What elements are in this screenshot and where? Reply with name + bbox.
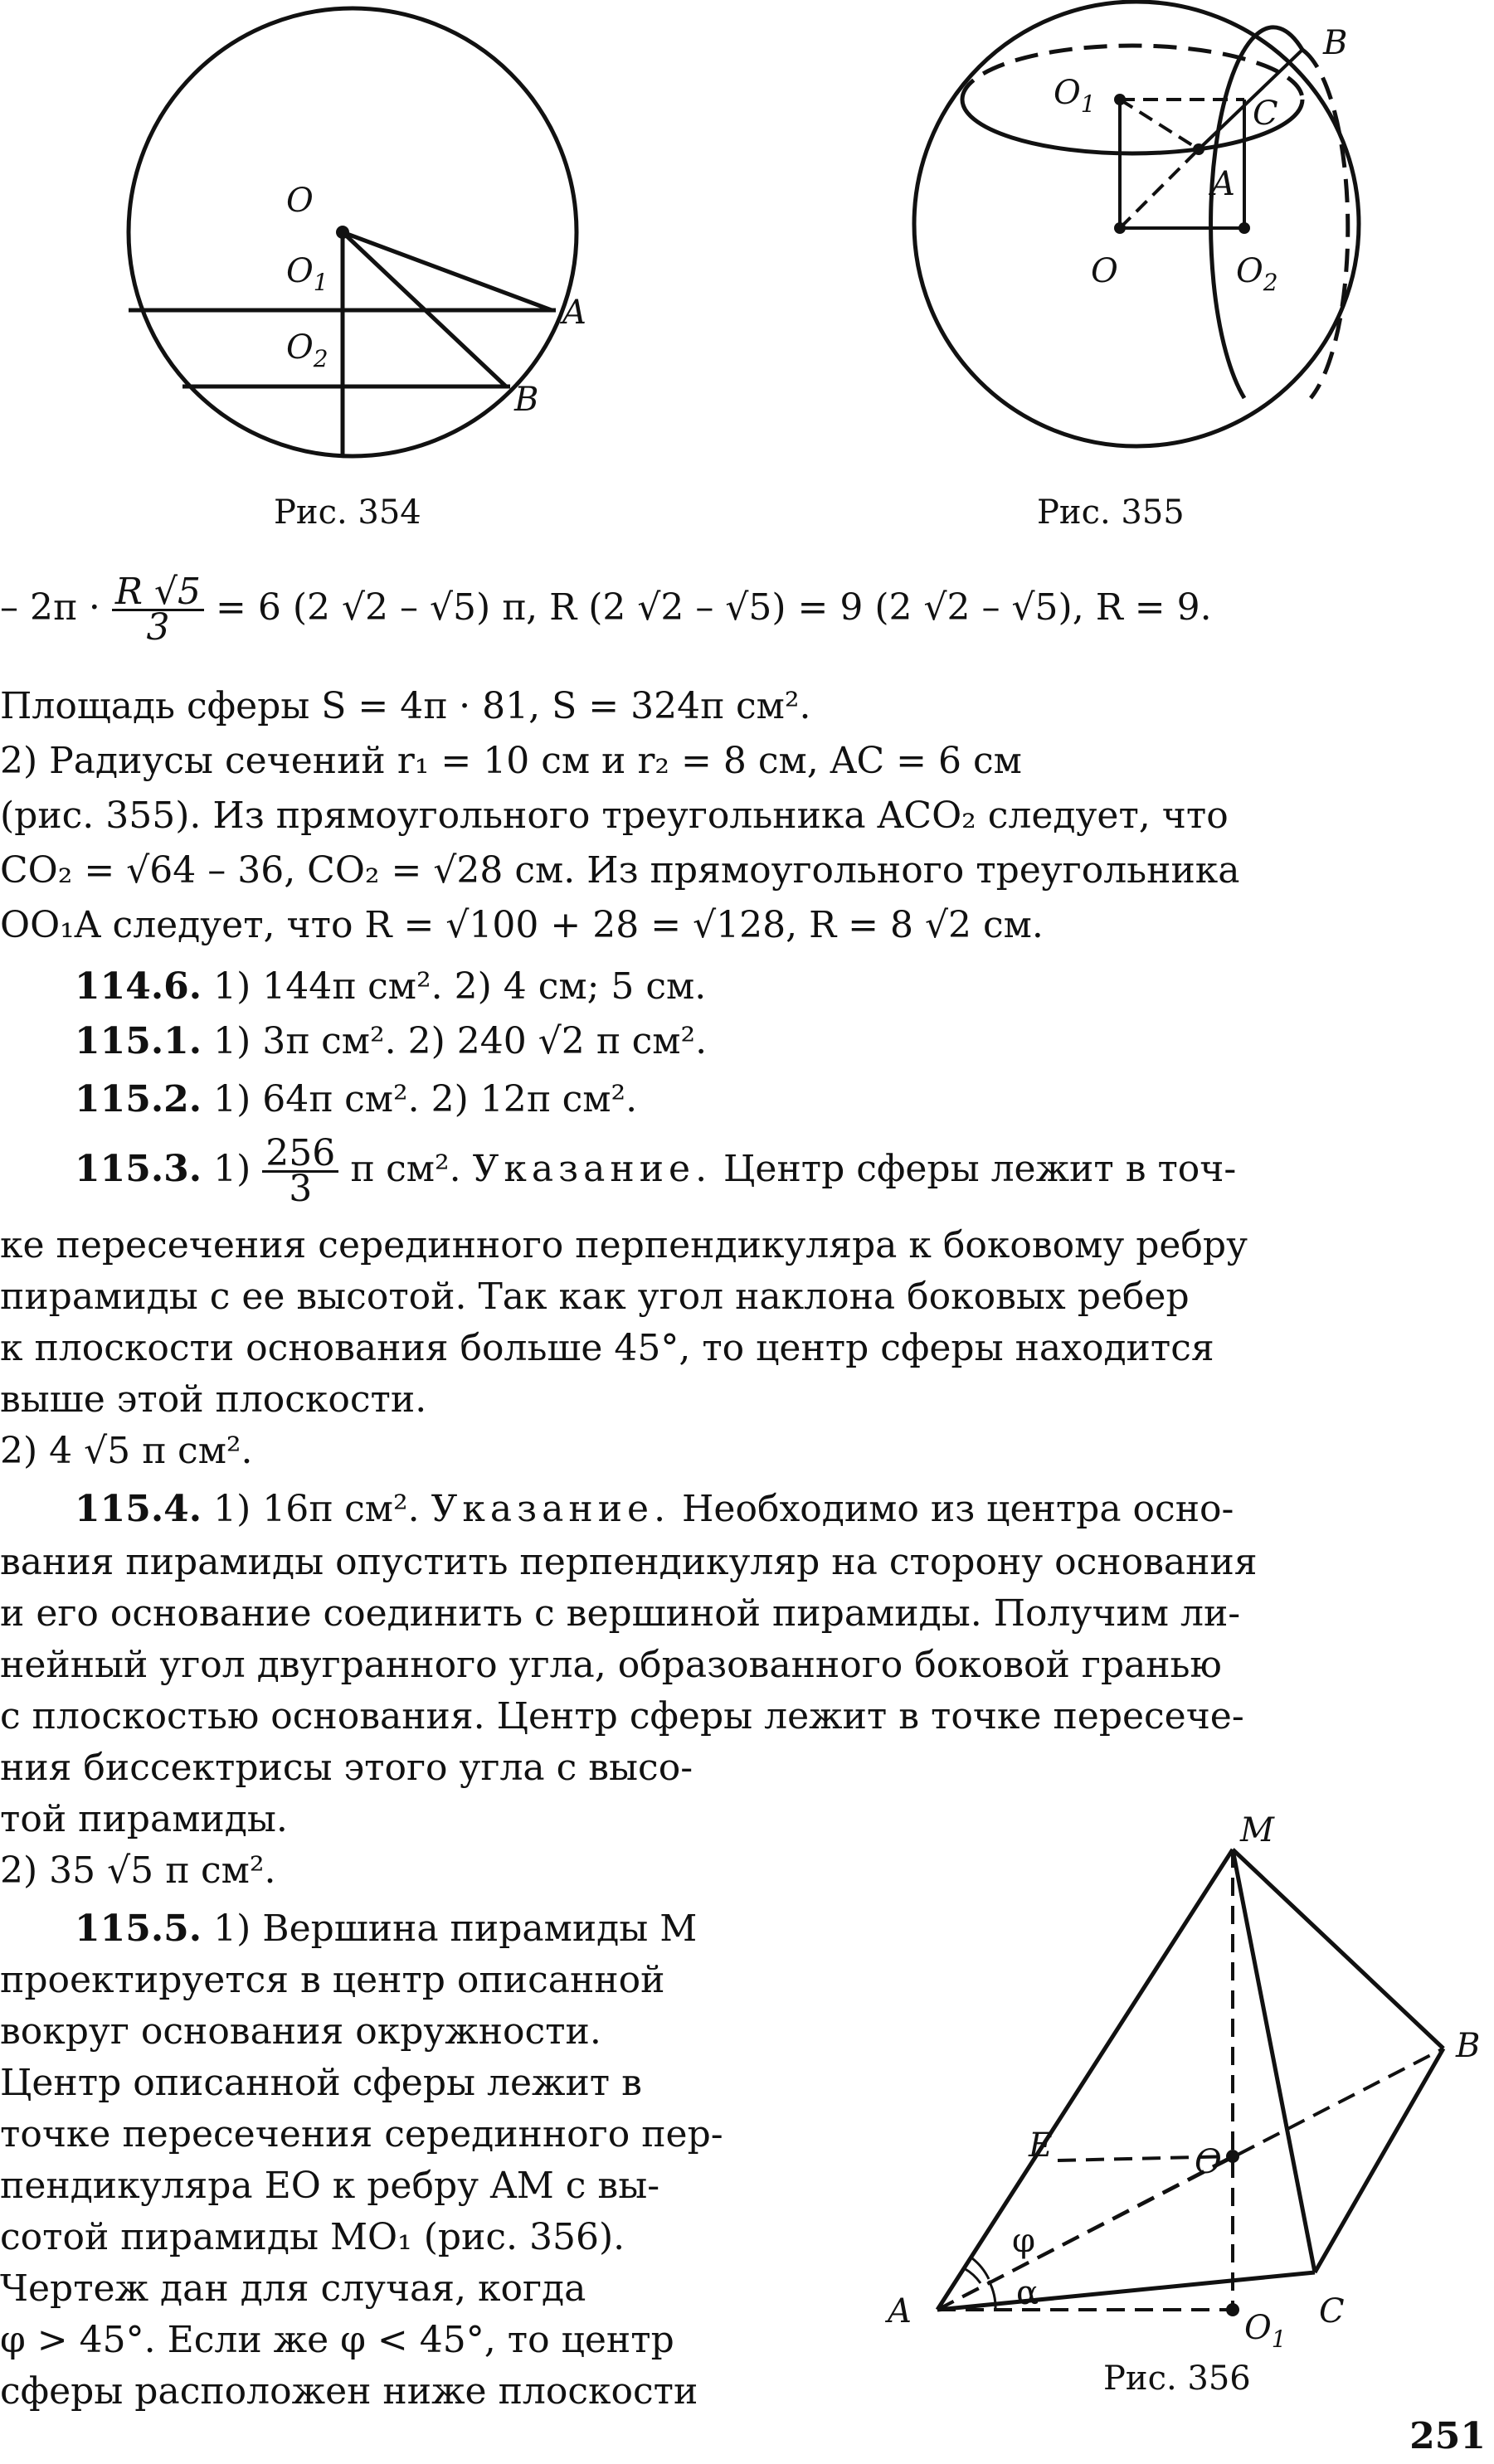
fig356-label-phi: φ (1012, 2222, 1036, 2260)
text-line-23: 2) 35 √5 π см². (0, 1849, 276, 1892)
text-line-29: пендикуляра EO к ребру AM с вы- (0, 2165, 660, 2207)
answer-num-115-3: 115.3. (75, 1148, 202, 1190)
answer-text-114-6: 1) 144π см². 2) 4 см; 5 см. (202, 965, 707, 1008)
text-line-21: ния биссектрисы этого угла с высо- (0, 1747, 693, 1789)
fig354-label-o: O (286, 182, 314, 220)
figure-355 (879, 0, 1427, 506)
fig356-label-o: O (1195, 2143, 1222, 2181)
answer-text-115-1: 1) 3π см². 2) 240 √2 π см². (202, 1020, 708, 1062)
text-line-03: 2) Радиусы сечений r₁ = 10 см и r₂ = 8 см, AC = 6 см (0, 740, 1022, 782)
text-line-20: с плоскостью основания. Центр сферы лежит в точке пересече- (0, 1695, 1244, 1737)
text-l10-a: 1) (202, 1148, 263, 1190)
fig355-label-c: C (1253, 95, 1278, 133)
text-line-15: 2) 4 √5 π см². (0, 1430, 253, 1472)
text-line-01 (0, 571, 1494, 649)
text-line-13: к плоскости основания больше 45°, то центр сферы находится (0, 1327, 1214, 1369)
text-line-02: Площадь сферы S = 4π · 81, S = 324π см². (0, 685, 811, 727)
hint-label-2: Указание. (431, 1488, 671, 1530)
fig354-label-o2: $O_2$ (286, 328, 328, 372)
answer-num-115-1: 115.1. (75, 1020, 202, 1062)
text-line-08 (0, 1017, 1494, 1067)
fig354-label-a: A (562, 294, 586, 332)
frac-numerator: R √5 (112, 576, 204, 611)
text-line-14: выше этой плоскости. (0, 1378, 427, 1421)
text-line-05: CO₂ = √64 – 36, CO₂ = √28 см. Из прямоугольного треугольника (0, 849, 1240, 892)
figure-356 (871, 1808, 1494, 2347)
text-line-06: OO₁A следует, что R = √100 + 28 = √128, R = 8 √2 см. (0, 904, 1044, 946)
fig355-label-o1: $O_1$ (1054, 74, 1096, 118)
text-line-11: ке пересечения серединного перпендикуляра к боковому ребру (0, 1224, 1248, 1266)
text-line-10 (0, 1128, 1494, 1211)
page-number: 251 (1409, 2415, 1486, 2457)
answer-num-114-6: 114.6. (75, 965, 202, 1008)
text-line-32: φ > 45°. Если же φ < 45°, то центр (0, 2319, 674, 2361)
fig355-caption: Рис. 355 (1037, 493, 1185, 532)
hint-label: Указание. (472, 1148, 713, 1190)
fig356-label-m: M (1240, 1811, 1274, 1849)
text-l10-b: π см². (350, 1148, 473, 1190)
fig356-caption: Рис. 356 (1103, 2360, 1251, 2398)
text-line-31: Чертеж дан для случая, когда (0, 2267, 586, 2310)
text-line-04: (рис. 355). Из прямоугольного треугольника ACO₂ следует, что (0, 795, 1229, 837)
fig355-label-o: O (1091, 252, 1118, 290)
fig355-label-a: A (1211, 165, 1235, 203)
text-line-16 (0, 1485, 1494, 1534)
text-line-26: вокруг основания окружности. (0, 2010, 601, 2053)
text-line-09 (0, 1075, 1494, 1125)
fig356-label-a: A (888, 2292, 912, 2330)
fraction-r-sqrt5-over-3 (112, 571, 204, 649)
answer-num-115-4: 115.4. (75, 1488, 202, 1530)
text-l10-c: Центр сферы лежит в точ- (712, 1148, 1237, 1190)
fraction-256-over-3 (262, 1132, 338, 1210)
fig356-label-b: B (1456, 2027, 1481, 2065)
fig356-label-alpha: α (1016, 2274, 1039, 2312)
fig355-label-b: B (1323, 24, 1348, 62)
fig356-label-e: E (1029, 2126, 1054, 2165)
frac-denominator: 3 (146, 606, 170, 649)
fig356-label-o1: $O_1$ (1244, 2309, 1287, 2347)
text-line-12: пирамиды с ее высотой. Так как угол наклона боковых ребер (0, 1276, 1190, 1318)
answer-num-115-5: 115.5. (75, 1908, 202, 1950)
frac-numerator: 256 (262, 1137, 338, 1173)
text-l01-a: – 2π · (0, 586, 100, 629)
fig354-label-b: B (514, 381, 539, 419)
text-line-25: проектируется в центр описанной (0, 1959, 665, 2001)
text-line-28: точке пересечения серединного пер- (0, 2113, 723, 2155)
fig354-label-o1: $O_1$ (286, 252, 328, 296)
figure-354 (116, 0, 597, 506)
frac-denominator: 3 (289, 1168, 313, 1210)
text-l16-a: 1) 16π см². (202, 1488, 431, 1530)
answer-num-115-2: 115.2. (75, 1078, 202, 1120)
text-line-07 (0, 962, 1494, 1012)
fig355-label-o2: $O_2$ (1236, 252, 1278, 296)
text-line-27: Центр описанной сферы лежит в (0, 2062, 642, 2104)
text-line-30: сотой пирамиды MO₁ (рис. 356). (0, 2216, 625, 2258)
text-line-19: нейный угол двугранного угла, образованного боковой гранью (0, 1644, 1222, 1686)
text-l16-b: Необходимо из центра осно- (670, 1488, 1234, 1530)
text-l01-b: = 6 (2 √2 – √5) π, R (2 √2 – √5) = 9 (2 √2 – √5), R = 9. (216, 586, 1212, 629)
text-line-18: и его основание соединить с вершиной пирамиды. Получим ли- (0, 1592, 1241, 1635)
fig356-label-c: C (1319, 2292, 1345, 2330)
text-line-22: той пирамиды. (0, 1798, 288, 1840)
text-l24: 1) Вершина пирамиды M (202, 1908, 698, 1950)
text-line-33: сферы расположен ниже плоскости (0, 2370, 698, 2413)
answer-text-115-2: 1) 64π см². 2) 12π см². (202, 1078, 638, 1120)
text-line-17: вания пирамиды опустить перпендикуляр на сторону основания (0, 1541, 1258, 1583)
text-line-24 (0, 1904, 896, 1954)
fig354-caption: Рис. 354 (274, 493, 421, 532)
